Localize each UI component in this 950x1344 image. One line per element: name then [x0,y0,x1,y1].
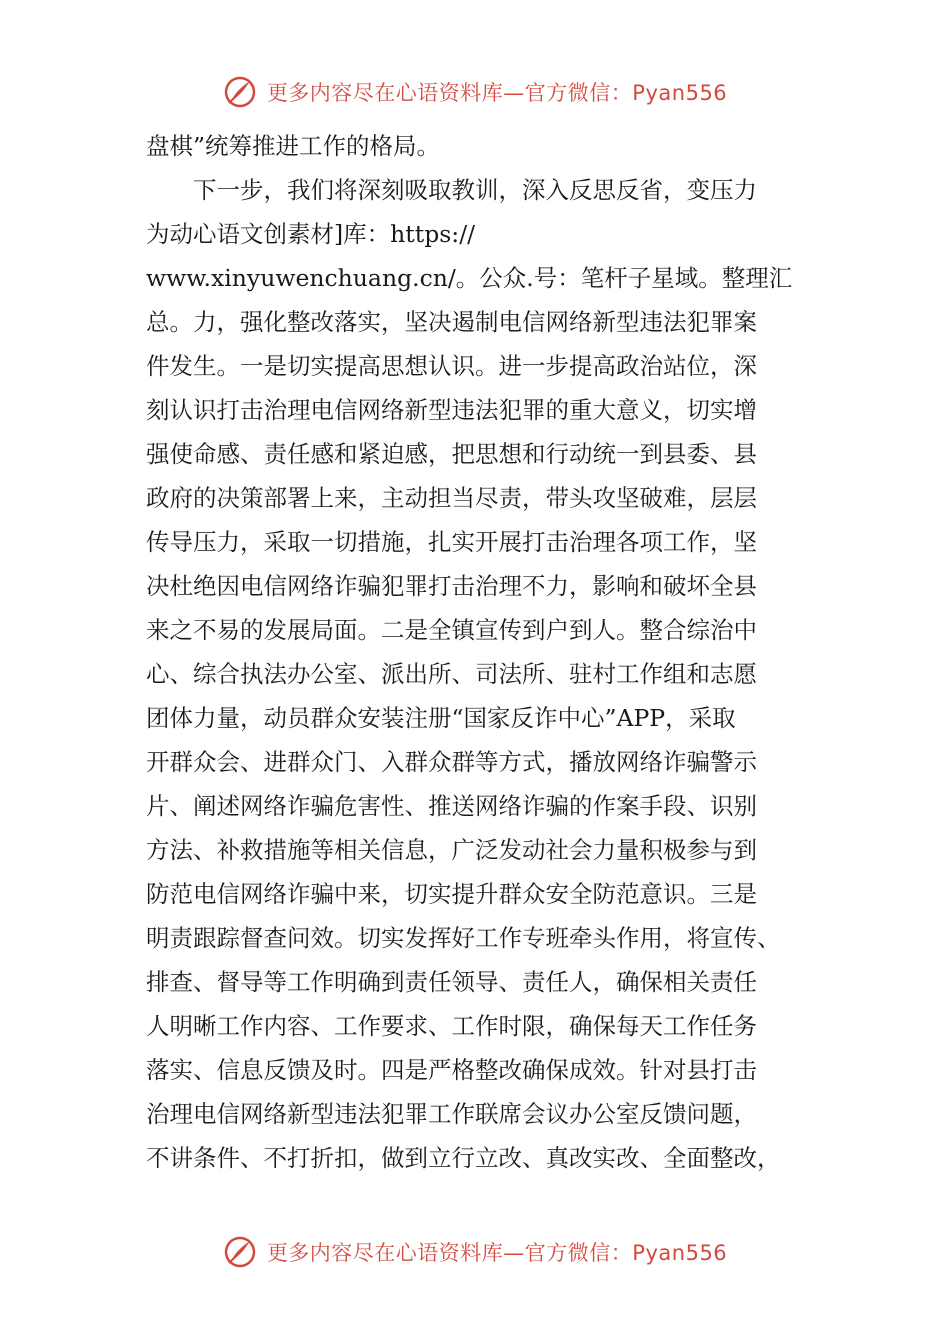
text-line: 心、综合执法办公室、派出所、司法所、驻村工作组和志愿 [146,660,757,688]
text-line: 下一步，我们将深刻吸取教训，深入反思反省，变压力 [146,176,757,204]
text-line: 政府的决策部署上来，主动担当尽责，带头攻坚破难，层层 [146,484,757,512]
text-line: 件发生。一是切实提高思想认识。进一步提高政治站位，深 [146,352,757,380]
text-line: www.xinyuwenchuang.cn/。公众.号：笔杆子星域。整理汇 [146,264,793,292]
text-line: 决杜绝因电信网络诈骗犯罪打击治理不力，影响和破坏全县 [146,572,757,600]
text-line: 治理电信网络新型违法犯罪工作联席会议办公室反馈问题， [146,1100,757,1128]
text-line: 排查、督导等工作明确到责任领导、责任人，确保相关责任 [146,968,757,996]
text-line: 片、阐述网络诈骗危害性、推送网络诈骗的作案手段、识别 [146,792,757,820]
text-line: 来之不易的发展局面。二是全镇宣传到户到人。整合综治中 [146,616,757,644]
text-line: 防范电信网络诈骗中来，切实提升群众安全防范意识。三是 [146,880,757,908]
quill-logo-icon [223,75,257,109]
quill-logo-icon [223,1235,257,1269]
text-line: 人明晰工作内容、工作要求、工作时限，确保每天工作任务 [146,1012,757,1040]
watermark-text: 更多内容尽在心语资料库—官方微信：Pyan556 [266,1241,728,1265]
text-line: 强使命感、责任感和紧迫感，把思想和行动统一到县委、县 [146,440,757,468]
text-line: 总。力，强化整改落实，坚决遏制电信网络新型违法犯罪案 [146,308,757,336]
text-line: 传导压力，采取一切措施，扎实开展打击治理各项工作，坚 [146,528,757,556]
header-watermark [0,70,950,114]
footer-watermark [0,1230,950,1274]
text-line: 明责跟踪督查问效。切实发挥好工作专班牵头作用，将宣传、 [146,924,781,952]
text-line: 方法、补救措施等相关信息，广泛发动社会力量积极参与到 [146,836,757,864]
text-line: 开群众会、进群众门、入群众群等方式，播放网络诈骗警示 [146,748,757,776]
watermark-text: 更多内容尽在心语资料库—官方微信：Pyan556 [266,81,728,105]
document-body [146,124,814,1180]
text-line: 盘棋”统筹推进工作的格局。 [146,132,441,160]
text-line: 落实、信息反馈及时。四是严格整改确保成效。针对县打击 [146,1056,757,1084]
text-line: 刻认识打击治理电信网络新型违法犯罪的重大意义，切实增 [146,396,757,424]
text-line: 为动心语文创素材]库：https:// [146,220,476,248]
text-line: 不讲条件、不打折扣，做到立行立改、真改实改、全面整改， [146,1144,781,1172]
text-line: 团体力量，动员群众安装注册“国家反诈中心”APP，采取 [146,704,736,732]
